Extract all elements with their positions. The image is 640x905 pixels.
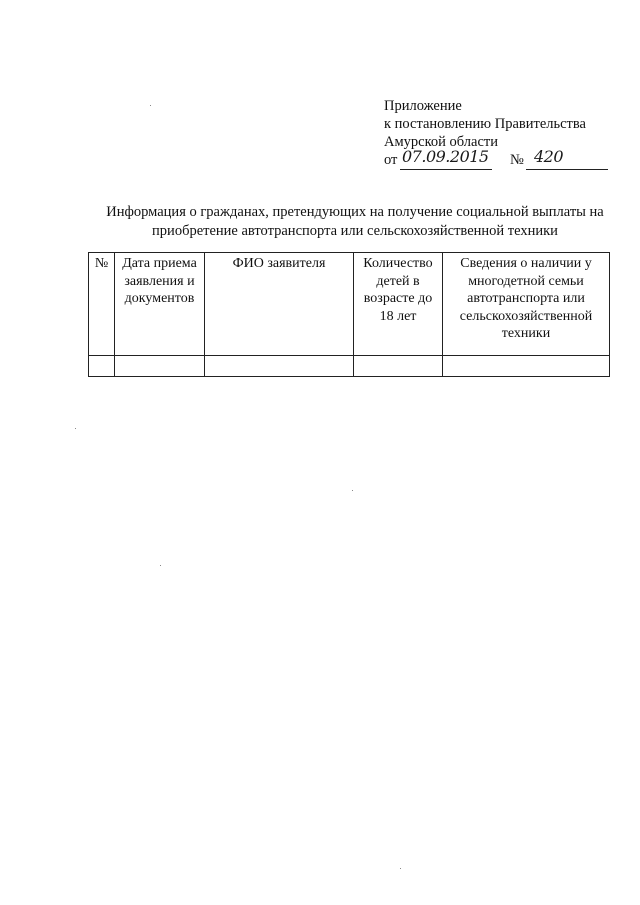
header-vehicle-info: Сведения о наличии у многодетной семьи автотранспорта или сельскохозяйственной техники	[443, 253, 610, 356]
scan-speck	[75, 428, 76, 429]
table-row	[89, 356, 610, 377]
number-prefix: №	[510, 152, 524, 168]
scan-speck	[352, 490, 353, 491]
appendix-region: Амурской области	[384, 134, 498, 150]
number-underline	[526, 169, 608, 170]
handwritten-date: 07.09.2015	[402, 147, 489, 166]
appendix-block	[384, 97, 586, 171]
date-underline	[400, 169, 492, 170]
title-line-1: Информация о гражданах, претендующих на получение социальной выплаты на	[106, 204, 604, 220]
header-children-count: Количество детей в возрасте до 18 лет	[354, 253, 443, 356]
appendix-title: Приложение	[384, 98, 462, 114]
scan-speck	[400, 868, 401, 869]
date-number-row	[384, 147, 586, 171]
document-title	[90, 203, 620, 241]
table-cell	[89, 356, 115, 377]
table-cell	[443, 356, 610, 377]
header-number: №	[89, 253, 115, 356]
header-applicant-name: ФИО заявителя	[205, 253, 354, 356]
table-cell	[205, 356, 354, 377]
applicants-table	[88, 252, 610, 377]
date-prefix: от	[384, 152, 398, 168]
table-header-row	[89, 253, 610, 356]
handwritten-number: 420	[534, 147, 564, 166]
scan-speck	[160, 565, 161, 566]
appendix-resolution: к постановлению Правительства	[384, 116, 586, 132]
header-date: Дата приема заявления и документов	[115, 253, 205, 356]
title-line-2: приобретение автотранспорта или сельскохозяйственной техники	[152, 223, 558, 239]
table-cell	[354, 356, 443, 377]
scan-speck	[150, 105, 151, 106]
table-cell	[115, 356, 205, 377]
